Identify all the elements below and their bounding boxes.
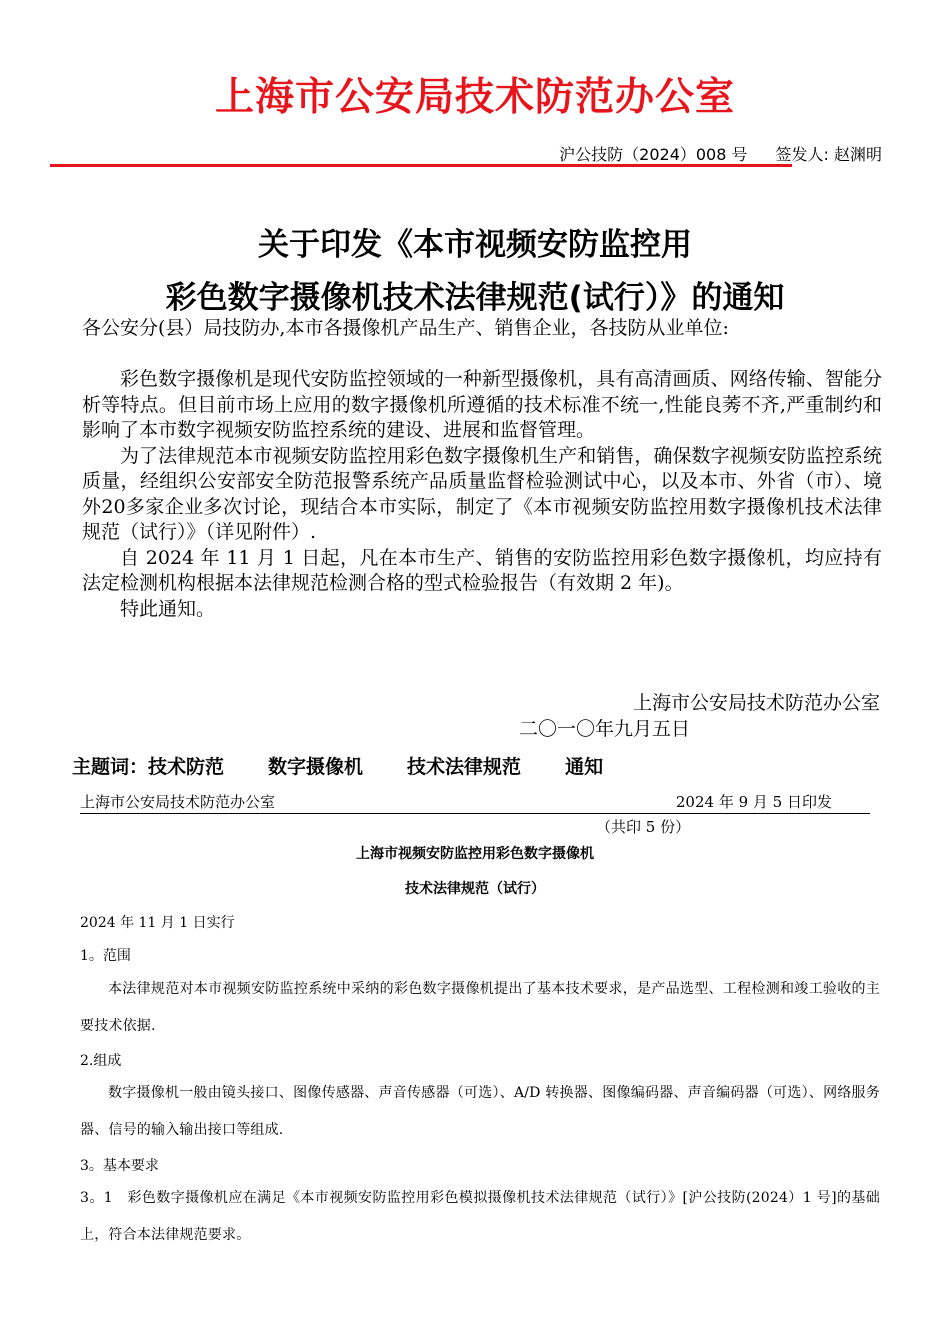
- keyword: 数字摄像机: [268, 756, 364, 778]
- section-2-heading: 2.组成: [80, 1053, 122, 1069]
- keyword: 通知: [565, 756, 604, 778]
- document-title-line2: 彩色数字摄像机技术法律规范(试行）》的通知: [165, 280, 785, 316]
- subject-keywords: [72, 752, 647, 779]
- org-title: 上海市公安局技术防范办公室: [214, 75, 735, 120]
- section-2-paragraph: 数字摄像机一般由镜头接口、图像传感器、声音传感器（可选）、A/D 转换器、图像编码器、声音编码器（可选）、网络服务器、信号的输入输出接口等组成.: [80, 1085, 880, 1138]
- red-divider: [50, 164, 792, 167]
- section-3-1-paragraph: 3。1 彩色数字摄像机应在满足《本市视频安防监控用彩色模拟摄像机技术法律规范（试行）》[沪公技防(2024）1 号]的基础上，符合本法律规范要求。: [80, 1190, 880, 1243]
- document-title-line1: 关于印发《本市视频安防监控用: [258, 227, 692, 263]
- print-info-line: [80, 791, 870, 814]
- section-3-heading: 3。基本要求: [80, 1158, 159, 1174]
- attachment-title-line1: 上海市视频安防监控用彩色数字摄像机: [356, 846, 594, 862]
- section-1-heading: 1。范围: [80, 948, 131, 964]
- doc-number: 沪公技防（2024）008 号: [559, 145, 748, 164]
- body-paragraph-2: 为了法律规范本市视频安防监控用彩色数字摄像机生产和销售，确保数字视频安防监控系统质量，经组织公安部安全防范报警系统产品质量监督检验测试中心，以及本市、外省（市）、境外20多家企业多次讨论，现结合本市实际，制定了《本市视频安防监控用数字摄像机技术法律规范（试行）》（详见附件）.: [82, 444, 882, 543]
- doc-number-line: [559, 142, 882, 165]
- signer-org: 上海市公安局技术防范办公室: [632, 692, 880, 714]
- body-paragraph-1: 彩色数字摄像机是现代安防监控领域的一种新型摄像机，具有高清画质、网络传输、智能分析等特点。但目前市场上应用的数字摄像机所遵循的技术标准不统一,性能良莠不齐,严重制约和影响了本市数字视频安防监控系统的建设、进展和监督管理。: [82, 368, 882, 441]
- signer-date: 二〇一〇年九月五日: [518, 718, 690, 740]
- section-2-text: [80, 1075, 880, 1149]
- addressee: 各公安分(县）局技防办,本市各摄像机产品生产、销售企业，各技防从业单位:: [82, 317, 729, 339]
- keyword: 技术法律规范: [407, 756, 522, 778]
- issuer: 签发人: 赵渊明: [775, 145, 882, 164]
- body-paragraph-3: 自 2024 年 11 月 1 日起，凡在本市生产、销售的安防监控用彩色数字摄像机，均应持有法定检测机构根据本法律规范检测合格的型式检验报告（有效期 2 年)。: [82, 546, 882, 594]
- print-org: 上海市公安局技术防范办公室: [80, 793, 276, 811]
- print-date: 2024 年 9 月 5 日印发: [675, 793, 832, 811]
- keyword: 技术防范: [148, 756, 225, 778]
- closing-text: 特此通知。: [120, 597, 216, 620]
- section-1-text: [80, 971, 880, 1045]
- print-copies: （共印 5 份）: [596, 818, 691, 836]
- section-3-1-text: [80, 1180, 880, 1254]
- subject-label: 主题词：: [72, 756, 149, 778]
- body-text: [82, 367, 882, 622]
- section-1-paragraph: 本法律规范对本市视频安防监控系统中采纳的彩色数字摄像机提出了基本技术要求，是产品选型、工程检测和竣工验收的主要技术依据.: [80, 981, 880, 1034]
- attachment-title-line2: 技术法律规范（试行）: [405, 881, 545, 897]
- effective-date: 2024 年 11 月 1 日实行: [80, 915, 235, 931]
